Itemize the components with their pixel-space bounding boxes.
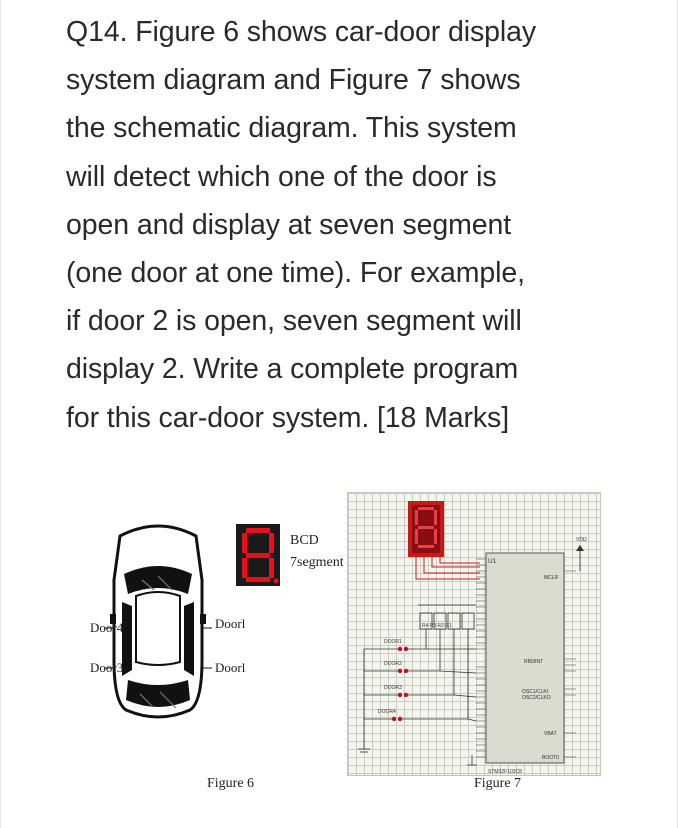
- door4-label: Door4: [90, 620, 124, 635]
- figure-6-caption: Figure 6: [207, 776, 255, 791]
- door1-switch-label: DOOR1: [384, 639, 402, 645]
- schematic-seven-segment: [408, 501, 444, 557]
- door3-switch-label: DOOR3: [384, 685, 402, 691]
- chip-part-number: STM32F103C8: [488, 769, 522, 775]
- door1-label: Doorl: [215, 616, 246, 631]
- seven-segment-label: 7segment: [290, 555, 344, 570]
- door2-switch-label: DOOR2: [384, 661, 402, 667]
- vdd-arrow-icon: [576, 545, 584, 551]
- question-line-2: system diagram and Figure 7 shows: [66, 64, 521, 97]
- question-line-7: if door 2 is open, seven segment will: [66, 305, 522, 338]
- figure-6-car-diagram: [80, 510, 370, 750]
- question-line-3: the schematic diagram. This system: [66, 112, 517, 145]
- schematic-drawing: [348, 493, 600, 775]
- door3-label: Door3: [90, 660, 124, 675]
- pin-vbat: VBAT: [544, 731, 557, 737]
- seven-segment-display: [236, 524, 280, 586]
- door4-switch-label: DOOR4: [378, 709, 396, 715]
- pin-boot: BOOT0: [542, 755, 559, 761]
- question-line-9: for this car-door system. [18 Marks]: [66, 401, 510, 434]
- pin-mclr: MCLR: [544, 575, 559, 581]
- vdd-label: VDD: [576, 537, 587, 543]
- resistor-labels: R4 R3 R2 R1: [422, 623, 452, 629]
- question-text: [66, 8, 646, 442]
- bcd-label: BCD: [290, 533, 319, 548]
- pin-osc2: OSC2/CLKO: [522, 695, 551, 701]
- question-line-8: display 2. Write a complete program: [66, 353, 519, 386]
- pin-osc1: OSC1/CLKI: [522, 689, 549, 695]
- question-line-1: Q14. Figure 6 shows car-door display: [66, 16, 537, 48]
- door2-label: Doorl: [215, 660, 246, 675]
- figure-7-schematic: [347, 492, 601, 776]
- question-line-4: will detect which one of the door is: [66, 160, 497, 193]
- question-line-6: (one door at one time). For example,: [66, 257, 525, 290]
- question-line-5: open and display at seven segment: [66, 208, 512, 241]
- figure-7-caption: Figure 7: [474, 776, 522, 791]
- pin-rb0: RB0/INT: [524, 659, 544, 665]
- chip-label: U1: [488, 558, 497, 565]
